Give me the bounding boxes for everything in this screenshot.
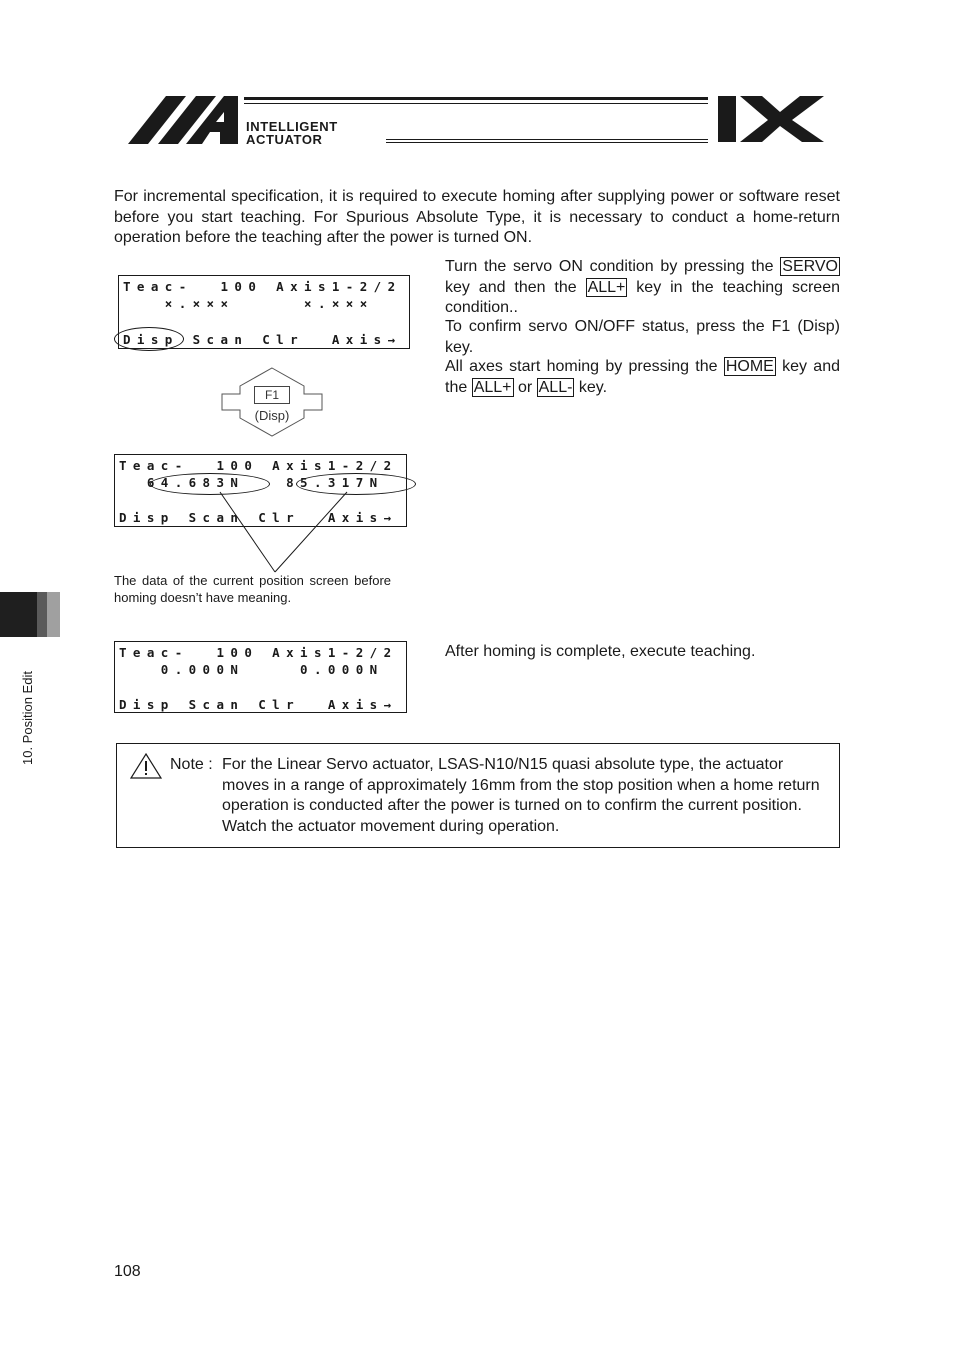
screen2-row2: 64.683N 85.317N [119, 475, 384, 490]
home-key-label: HOME [725, 358, 774, 375]
instruction-homing: All axes start homing by pressing the HOME key and the ALL+ or ALL- key. [445, 358, 841, 396]
warning-icon [129, 752, 163, 780]
screen1-row2: ×.××× ×.××× [123, 296, 374, 311]
all-plus-key-label: ALL+ [587, 278, 626, 296]
screen3-row4: Disp Scan Clr Axis→ [119, 697, 398, 712]
note-box [116, 743, 840, 848]
chapter-label: 10. Position Edit [20, 671, 35, 765]
intro-paragraph: For incremental specification, it is required to execute homing after supplying power or software reset before you start teaching. For Spurious Absolute Type, it is necessary to conduct a home-return operation before the teaching after the power is turned ON. [114, 188, 840, 246]
page-number: 108 [114, 1263, 141, 1280]
f1-key-sub-label: (Disp) [254, 408, 290, 423]
f1-key-button[interactable]: F1 [254, 386, 290, 404]
servo-key-label: SERVO [782, 258, 838, 275]
screen3-row1: Teac- 100 Axis1-2/2 [119, 645, 398, 660]
screen1-row4: Disp Scan Clr Axis→ [123, 332, 402, 347]
ix-logo-mark [716, 94, 828, 144]
note-text: For the Linear Servo actuator, LSAS-N10/N15 quasi absolute type, the actuator moves in a range of approximately 16mm from the stop position when a home return operation is conducted after the power is turned on to confirm the current position. Watch the actuator movement during operation. [222, 756, 820, 835]
f1-key-arrow [218, 366, 326, 438]
screen2-row1: Teac- 100 Axis1-2/2 [119, 458, 398, 473]
all-minus-key-label: ALL- [538, 378, 573, 396]
screen2-caption: The data of the current position screen before homing doesn’t have meaning. [114, 573, 391, 605]
brand-line1: INTELLIGENT [246, 119, 338, 134]
screen2-row4: Disp Scan Clr Axis→ [119, 510, 398, 525]
all-plus-key-label-2: ALL+ [473, 378, 512, 396]
screen1-row1: Teac- 100 Axis1-2/2 [123, 279, 402, 294]
callout-lines [114, 450, 414, 580]
brand-logo [124, 92, 834, 148]
teaching-screen-after-homing [114, 641, 407, 713]
disp-highlight-ellipse [114, 327, 184, 351]
ia-logo-mark [124, 94, 242, 146]
after-homing-text: After homing is complete, execute teaching. [445, 643, 756, 660]
note-label: Note : [170, 756, 213, 773]
chapter-tab [0, 592, 60, 637]
instruction-servo: Turn the servo ON condition by pressing the SERVO key and then the ALL+ key in the teaching screen condition.. [445, 258, 840, 316]
brand-line2: ACTUATOR [246, 132, 323, 147]
instruction-confirm: To confirm servo ON/OFF status, press the F1 (Disp) key. [445, 318, 840, 356]
screen3-row2: 0.000N 0.000N [119, 662, 384, 677]
